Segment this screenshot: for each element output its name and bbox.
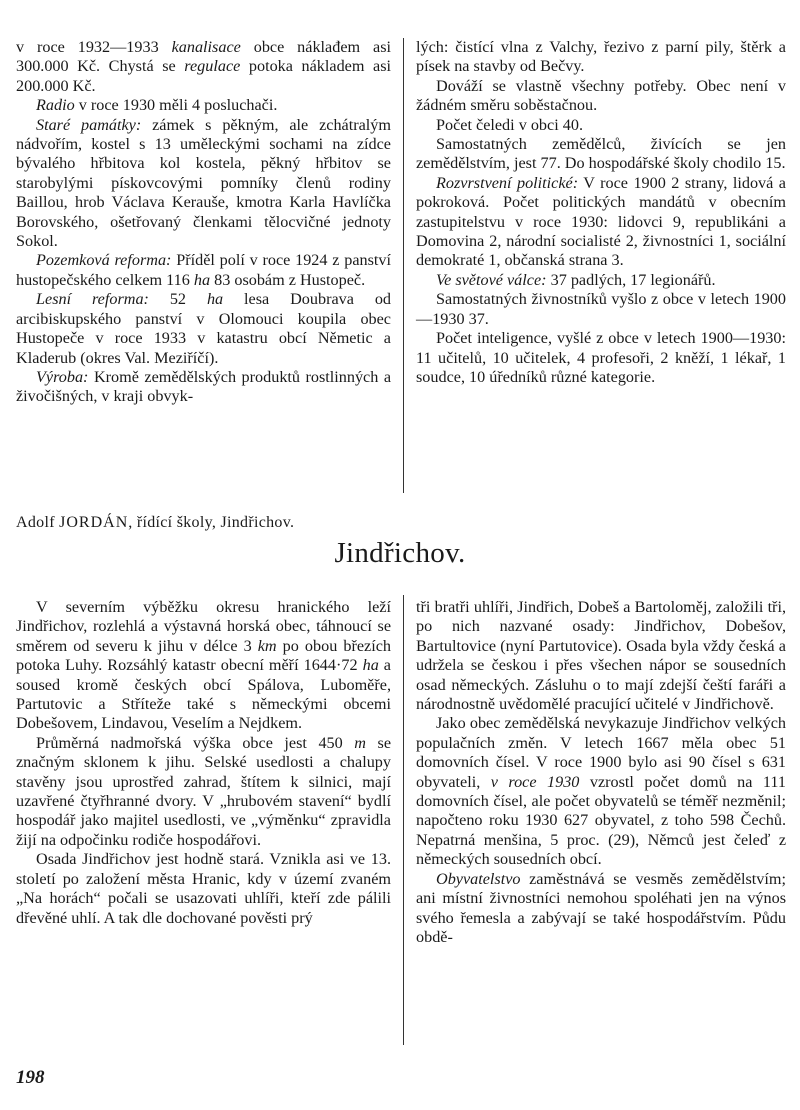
paragraph: Počet čeledi v obci 40.	[436, 115, 583, 134]
paragraph: Samostatných zemědělců, živících se jen zemědělstvím, jest 77. Do hospodářské školy chodilo 15.	[416, 135, 786, 173]
paragraph: Počet inteligence, vyšlé z obce v letech 1900—1930: 11 učitelů, 10 učitelek, 4 profesoři, 2 kněží, 1 lékař, 1 soudce, 10 úředníků různé kategorie.	[416, 329, 786, 386]
paragraph: Rozvrstvení politické: V roce 1900 2 strany, lidová a pokroková. Počet politických mandátů v obecním zastupitelstvu v roce 1930: lidovci 9, republikáni a Domovina 2, národní socialisté 2, živnostníci 1, sociální demokraté 1, občanská strana 3.	[416, 173, 786, 270]
paragraph: Dováží se vlastně všechny potřeby. Obec není v žádném směru soběstačnou.	[416, 76, 786, 115]
article-title: Jindřichov.	[334, 537, 466, 569]
paragraph: lých: čistící vlna z Valchy, řezivo z parní pily, štěrk a písek na stavby od Bečvy.	[416, 38, 786, 76]
paragraph: Ve světové válce: 37 padlých, 17 legionářů.	[436, 270, 716, 289]
author-first-name: Adolf	[16, 514, 60, 531]
paragraph: Samostatných živnostníků vyšlo z obce v letech 1900—1930 37.	[416, 290, 786, 328]
paragraph: Staré památky: zámek s pěkným, ale zchátralým nádvořím, kostel s 13 uměleckými sochami na zídce bývalého hřbitova kol kostela, pěkný hřbitov se starobylými pískovcovými pomníky členů rodiny Baillou, hrob Václava Kerauše, kmotra Karla Havlíčka Borovského, ošetřovaný členkami tělocvičné jednoty Sokol.	[16, 115, 391, 251]
paragraph: Lesní reforma: 52 ha lesa Doubrava od arcibiskupského panství v Olomouci koupila obec Hustopeče v roce 1933 v katastru obcí Němetic a Kladerub (okres Val. Meziříčí).	[16, 290, 392, 367]
top-left-column	[16, 38, 391, 407]
paragraph: v roce 1932—1933 kanalisace obce náklađem asi 300.000 Kč. Chystá se regulace potoka nákladem asi 200.000 Kč.	[16, 38, 392, 95]
column-divider-top	[403, 38, 404, 493]
paragraph: Jako obec zemědělská nevykazuje Jindřichov velkých populačních změn. V letech 1667 měla obec 51 domovních čísel. V roce 1900 bylo asi 90 čísel s 631 obyvateli, v roce 1930 vzrostl počet domů na 111 domovních čísel, ale počet obyvatelů se téměř nezměnil; napočteno roku 1930 627 obyvatel, z toho 598 Čechů. Nepatrná menšina, 5 proc. (29), Němců jest čeleď z německých sousedních obcí.	[416, 714, 786, 869]
paragraph: tři bratři uhlíři, Jindřich, Dobeš a Bartoloměj, založili tři, po nich nazvané osady: Jindřichov, Dobešov, Bartultovice (nyní Partutovice). Osada byla vždy česká a udržela se českou i přes všechen nápor se sousedních osad německých. Zásluhu o to mají zdejší čeští faráři a národnostně uvědomělé pracující učitelé v Jindřichově.	[416, 598, 786, 714]
paragraph: Průměrná nadmořská výška obce jest 450 m se značným sklonem k jihu. Selské usedlosti a chalupy stavěny jsou uprostřed zahrad, štítem k silnici, mají uzavřené čtyřhranné dvory. V „hrubovém stavení“ bydlí hospodář jako majitel usedlosti, ve „výměnku“ zpravidla žijí na odpočinku rodiče hospodářovi.	[16, 733, 392, 849]
paragraph: Pozemková reforma: Příděl polí v roce 1924 z panství hustopečského celkem 116 ha 83 osobám z Hustopeč.	[16, 251, 391, 289]
author-surname: JORDÁN	[59, 514, 129, 531]
column-divider-bottom	[403, 595, 404, 1045]
author-line	[16, 514, 516, 532]
paragraph: Radio v roce 1930 měli 4 posluchači.	[36, 96, 278, 115]
paragraph: Obyvatelstvo zaměstnává se vesměs zemědělstvím; ani místní živnostníci nemohou spoléhati jen na výnos svého řemesla a zabývají se také hospodářstvím. Půdu obdě-	[416, 869, 786, 946]
author-role: , řídící školy, Jindřichov.	[128, 514, 295, 531]
bottom-right-column	[416, 598, 786, 947]
paragraph: Osada Jindřichov jest hodně stará. Vznikla asi ve 13. století po založení města Hranic, kdy v území zvaném „Na horách“ počali se usazovati uhlíři, kteří zde pálili dřevěné uhlí. A tak dle dochované pověsti prý	[16, 850, 391, 927]
bottom-left-column	[16, 598, 391, 928]
paragraph: Výroba: Kromě zemědělských produktů rostlinných a živočišných, v kraji obvyk-	[16, 367, 391, 406]
page-number: 198	[16, 1067, 45, 1088]
paragraph: V severním výběžku okresu hranického leží Jindřichov, rozlehlá a výstavná horská obec, táhnoucí se směrem od severu k jihu v délce 3 km po obou březích potoka Luhy. Rozsáhlý katastr obecní měří 1644·72 ha a soused kromě českých obcí Spálova, Luboměře, Partutovic a Stříteže také s německými obcemi Dobešovem, Lindavou, Veselím a Nejdkem.	[16, 598, 391, 733]
top-right-column	[416, 38, 786, 387]
